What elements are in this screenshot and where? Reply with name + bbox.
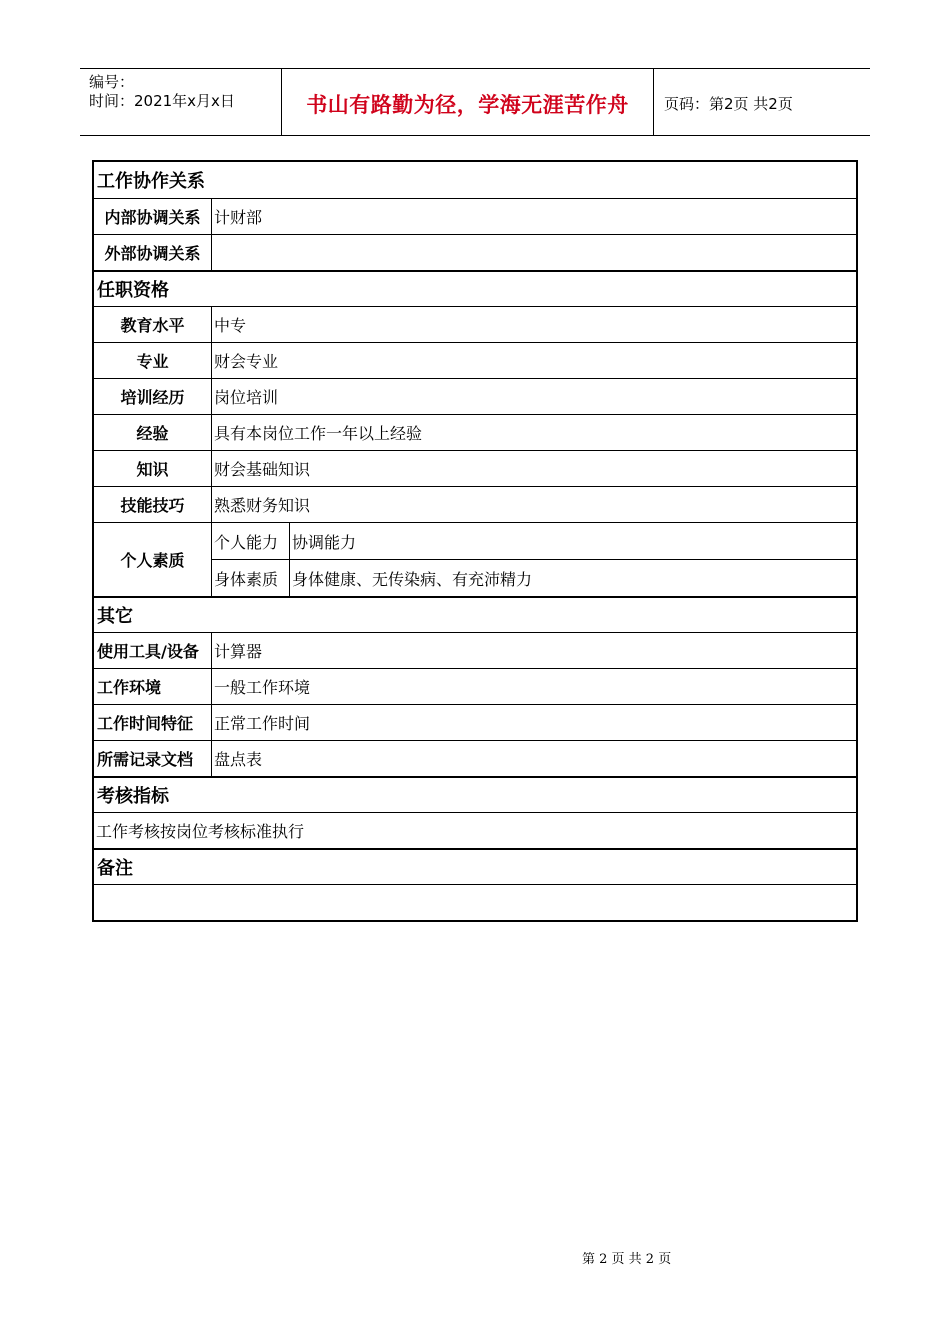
table-row bbox=[94, 812, 856, 848]
section-header-cooperation bbox=[94, 162, 856, 198]
field-label: 技能技巧 bbox=[94, 487, 212, 522]
field-label: 外部协调关系 bbox=[94, 235, 212, 270]
table-row bbox=[94, 234, 856, 270]
table-row bbox=[212, 559, 856, 596]
table-row bbox=[94, 414, 856, 450]
field-label: 知识 bbox=[94, 451, 212, 486]
field-label: 经验 bbox=[94, 415, 212, 450]
field-value: 一般工作环境 bbox=[214, 678, 311, 697]
table-row bbox=[94, 704, 856, 740]
field-value: 计财部 bbox=[214, 208, 263, 227]
document-time-label: 时间：2021年x月x日 bbox=[89, 92, 235, 110]
document-number-label: 编号： bbox=[89, 73, 135, 91]
table-row bbox=[94, 378, 856, 414]
header-page-label: 页码：第2页 共2页 bbox=[664, 95, 793, 113]
field-label: 工作环境 bbox=[94, 669, 212, 704]
field-label: 内部协调关系 bbox=[94, 199, 212, 234]
table-row bbox=[94, 450, 856, 486]
section-header-qualification bbox=[94, 270, 856, 306]
table-row bbox=[94, 740, 856, 776]
table-row bbox=[94, 884, 856, 920]
field-value: 正常工作时间 bbox=[214, 714, 311, 733]
field-value bbox=[212, 235, 856, 270]
sub-field-label: 身体素质 bbox=[212, 560, 290, 596]
table-row bbox=[94, 486, 856, 522]
field-value: 计算器 bbox=[214, 642, 263, 661]
field-value: 财会专业 bbox=[214, 352, 279, 371]
personal-quality-block bbox=[94, 522, 856, 596]
section-title: 备注 bbox=[97, 858, 133, 879]
field-label: 培训经历 bbox=[94, 379, 212, 414]
field-label: 所需记录文档 bbox=[94, 741, 212, 776]
sub-field-value: 协调能力 bbox=[292, 532, 357, 552]
table-row bbox=[94, 668, 856, 704]
section-header-remarks bbox=[94, 848, 856, 884]
section-title: 其它 bbox=[97, 606, 133, 627]
field-label: 使用工具/设备 bbox=[94, 633, 212, 668]
field-value: 熟悉财务知识 bbox=[214, 496, 311, 515]
table-row bbox=[94, 342, 856, 378]
personal-quality-subtable bbox=[212, 523, 856, 596]
remarks-value bbox=[94, 885, 856, 920]
section-title: 任职资格 bbox=[97, 280, 169, 301]
table-row bbox=[94, 632, 856, 668]
field-label: 工作时间特征 bbox=[94, 705, 212, 740]
field-value: 岗位培训 bbox=[214, 388, 279, 407]
page-header bbox=[80, 68, 870, 136]
table-row bbox=[94, 198, 856, 234]
assessment-value: 工作考核按岗位考核标准执行 bbox=[96, 822, 305, 841]
job-description-table bbox=[92, 160, 858, 922]
header-page-cell bbox=[654, 69, 870, 135]
field-value: 具有本岗位工作一年以上经验 bbox=[214, 424, 423, 443]
field-value: 盘点表 bbox=[214, 750, 263, 769]
field-value: 财会基础知识 bbox=[214, 460, 311, 479]
section-header-assessment bbox=[94, 776, 856, 812]
table-row bbox=[94, 306, 856, 342]
sub-field-value: 身体健康、无传染病、有充沛精力 bbox=[292, 569, 533, 589]
sub-field-label: 个人能力 bbox=[212, 523, 290, 559]
section-header-other bbox=[94, 596, 856, 632]
section-title: 工作协作关系 bbox=[97, 171, 205, 192]
header-motto: 书山有路勤为径，学海无涯苦作舟 bbox=[306, 93, 629, 117]
field-label: 个人素质 bbox=[94, 523, 212, 596]
header-motto-cell bbox=[282, 69, 654, 135]
page-footer: 第 2 页 共 2 页 bbox=[582, 1252, 672, 1267]
table-row bbox=[212, 523, 856, 559]
header-info-cell bbox=[80, 69, 282, 135]
field-label: 专业 bbox=[94, 343, 212, 378]
field-value: 中专 bbox=[214, 316, 247, 335]
section-title: 考核指标 bbox=[97, 786, 169, 807]
field-label: 教育水平 bbox=[94, 307, 212, 342]
